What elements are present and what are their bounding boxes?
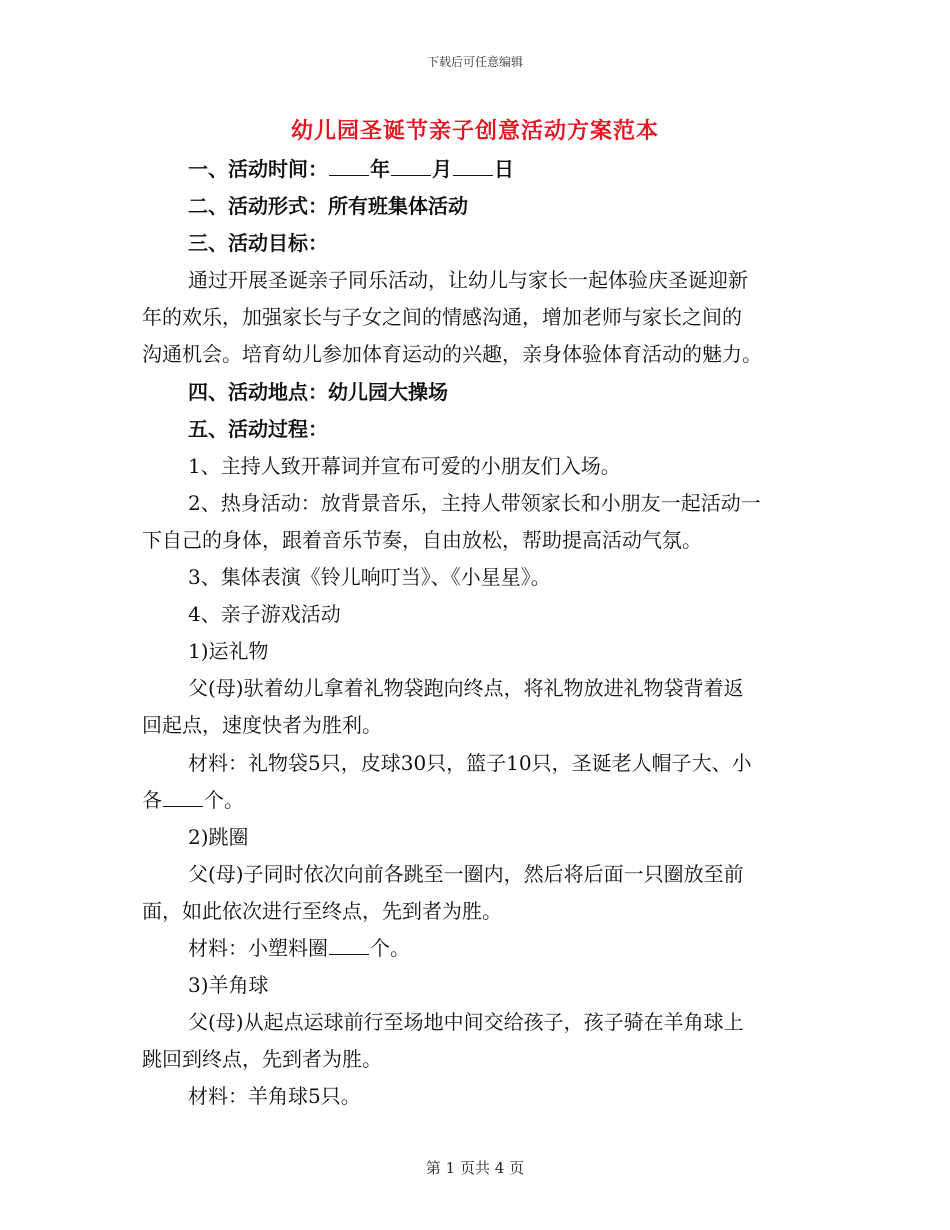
year-label: 年: [370, 157, 390, 181]
game-title: 2)跳圈: [188, 825, 249, 849]
process-step: 下自己的身体，跟着音乐节奏，自由放松，帮助提高活动气氛。: [142, 528, 702, 552]
month-blank: [391, 155, 431, 176]
game-materials: 材料：羊角球5只。: [188, 1084, 361, 1108]
day-blank: [453, 155, 493, 176]
game-description: 父(母)从起点运球前行至场地中间交给孩子，孩子骑在羊角球上: [188, 1010, 744, 1034]
count-blank: [163, 786, 203, 807]
document-title: 幼儿园圣诞节亲子创意活动方案范本: [290, 118, 659, 144]
section-activity-location: 四、活动地点：幼儿园大操场: [188, 380, 448, 404]
page-header-note: 下载后可任意编辑: [426, 55, 523, 69]
game-materials: [142, 786, 244, 814]
section-activity-process: 五、活动过程：: [188, 417, 328, 441]
game-description: 父(母)子同时依次向前各跳至一圈内，然后将后面一只圈放至前: [188, 862, 744, 886]
materials-suffix: 个。: [370, 936, 410, 960]
year-blank: [329, 155, 369, 176]
section-activity-form: 二、活动形式：所有班集体活动: [188, 194, 468, 218]
goal-line: 沟通机会。培育幼儿参加体育运动的兴趣，亲身体验体育活动的魅力。: [142, 342, 762, 366]
game-description: 面，如此依次进行至终点，先到者为胜。: [142, 899, 502, 923]
process-step: 3、集体表演《铃儿响叮当》、《小星星》。: [188, 565, 551, 589]
section-activity-goal: 三、活动目标：: [188, 231, 328, 255]
game-materials: 材料：礼物袋5只，皮球30只，篮子10只，圣诞老人帽子大、小: [188, 751, 752, 775]
process-step: 4、亲子游戏活动: [188, 602, 341, 626]
game-materials: [188, 934, 410, 962]
materials-prefix: 材料：小塑料圈: [188, 936, 328, 960]
game-description: 回起点，速度快者为胜利。: [142, 713, 382, 737]
game-title: 3)羊角球: [188, 973, 269, 997]
game-description: 跳回到终点，先到者为胜。: [142, 1047, 382, 1071]
page-footer: 第 1 页共 4 页: [425, 1159, 525, 1177]
materials-prefix: 各: [142, 788, 162, 812]
game-description: 父(母)驮着幼儿拿着礼物袋跑向终点，将礼物放进礼物袋背着返: [188, 676, 744, 700]
process-step: 1、主持人致开幕词并宣布可爱的小朋友们入场。: [188, 454, 621, 478]
materials-suffix: 个。: [204, 788, 244, 812]
section-label: 一、活动时间：: [188, 157, 328, 181]
game-title: 1)运礼物: [188, 639, 269, 663]
goal-line: 通过开展圣诞亲子同乐活动，让幼儿与家长一起体验庆圣诞迎新: [188, 268, 748, 292]
goal-line: 年的欢乐，加强家长与子女之间的情感沟通，增加老师与家长之间的: [142, 305, 742, 329]
process-step: 2、热身活动：放背景音乐，主持人带领家长和小朋友一起活动一: [188, 491, 761, 515]
count-blank: [329, 934, 369, 955]
month-label: 月: [432, 157, 452, 181]
day-label: 日: [494, 157, 514, 181]
section-activity-time: [188, 155, 514, 183]
